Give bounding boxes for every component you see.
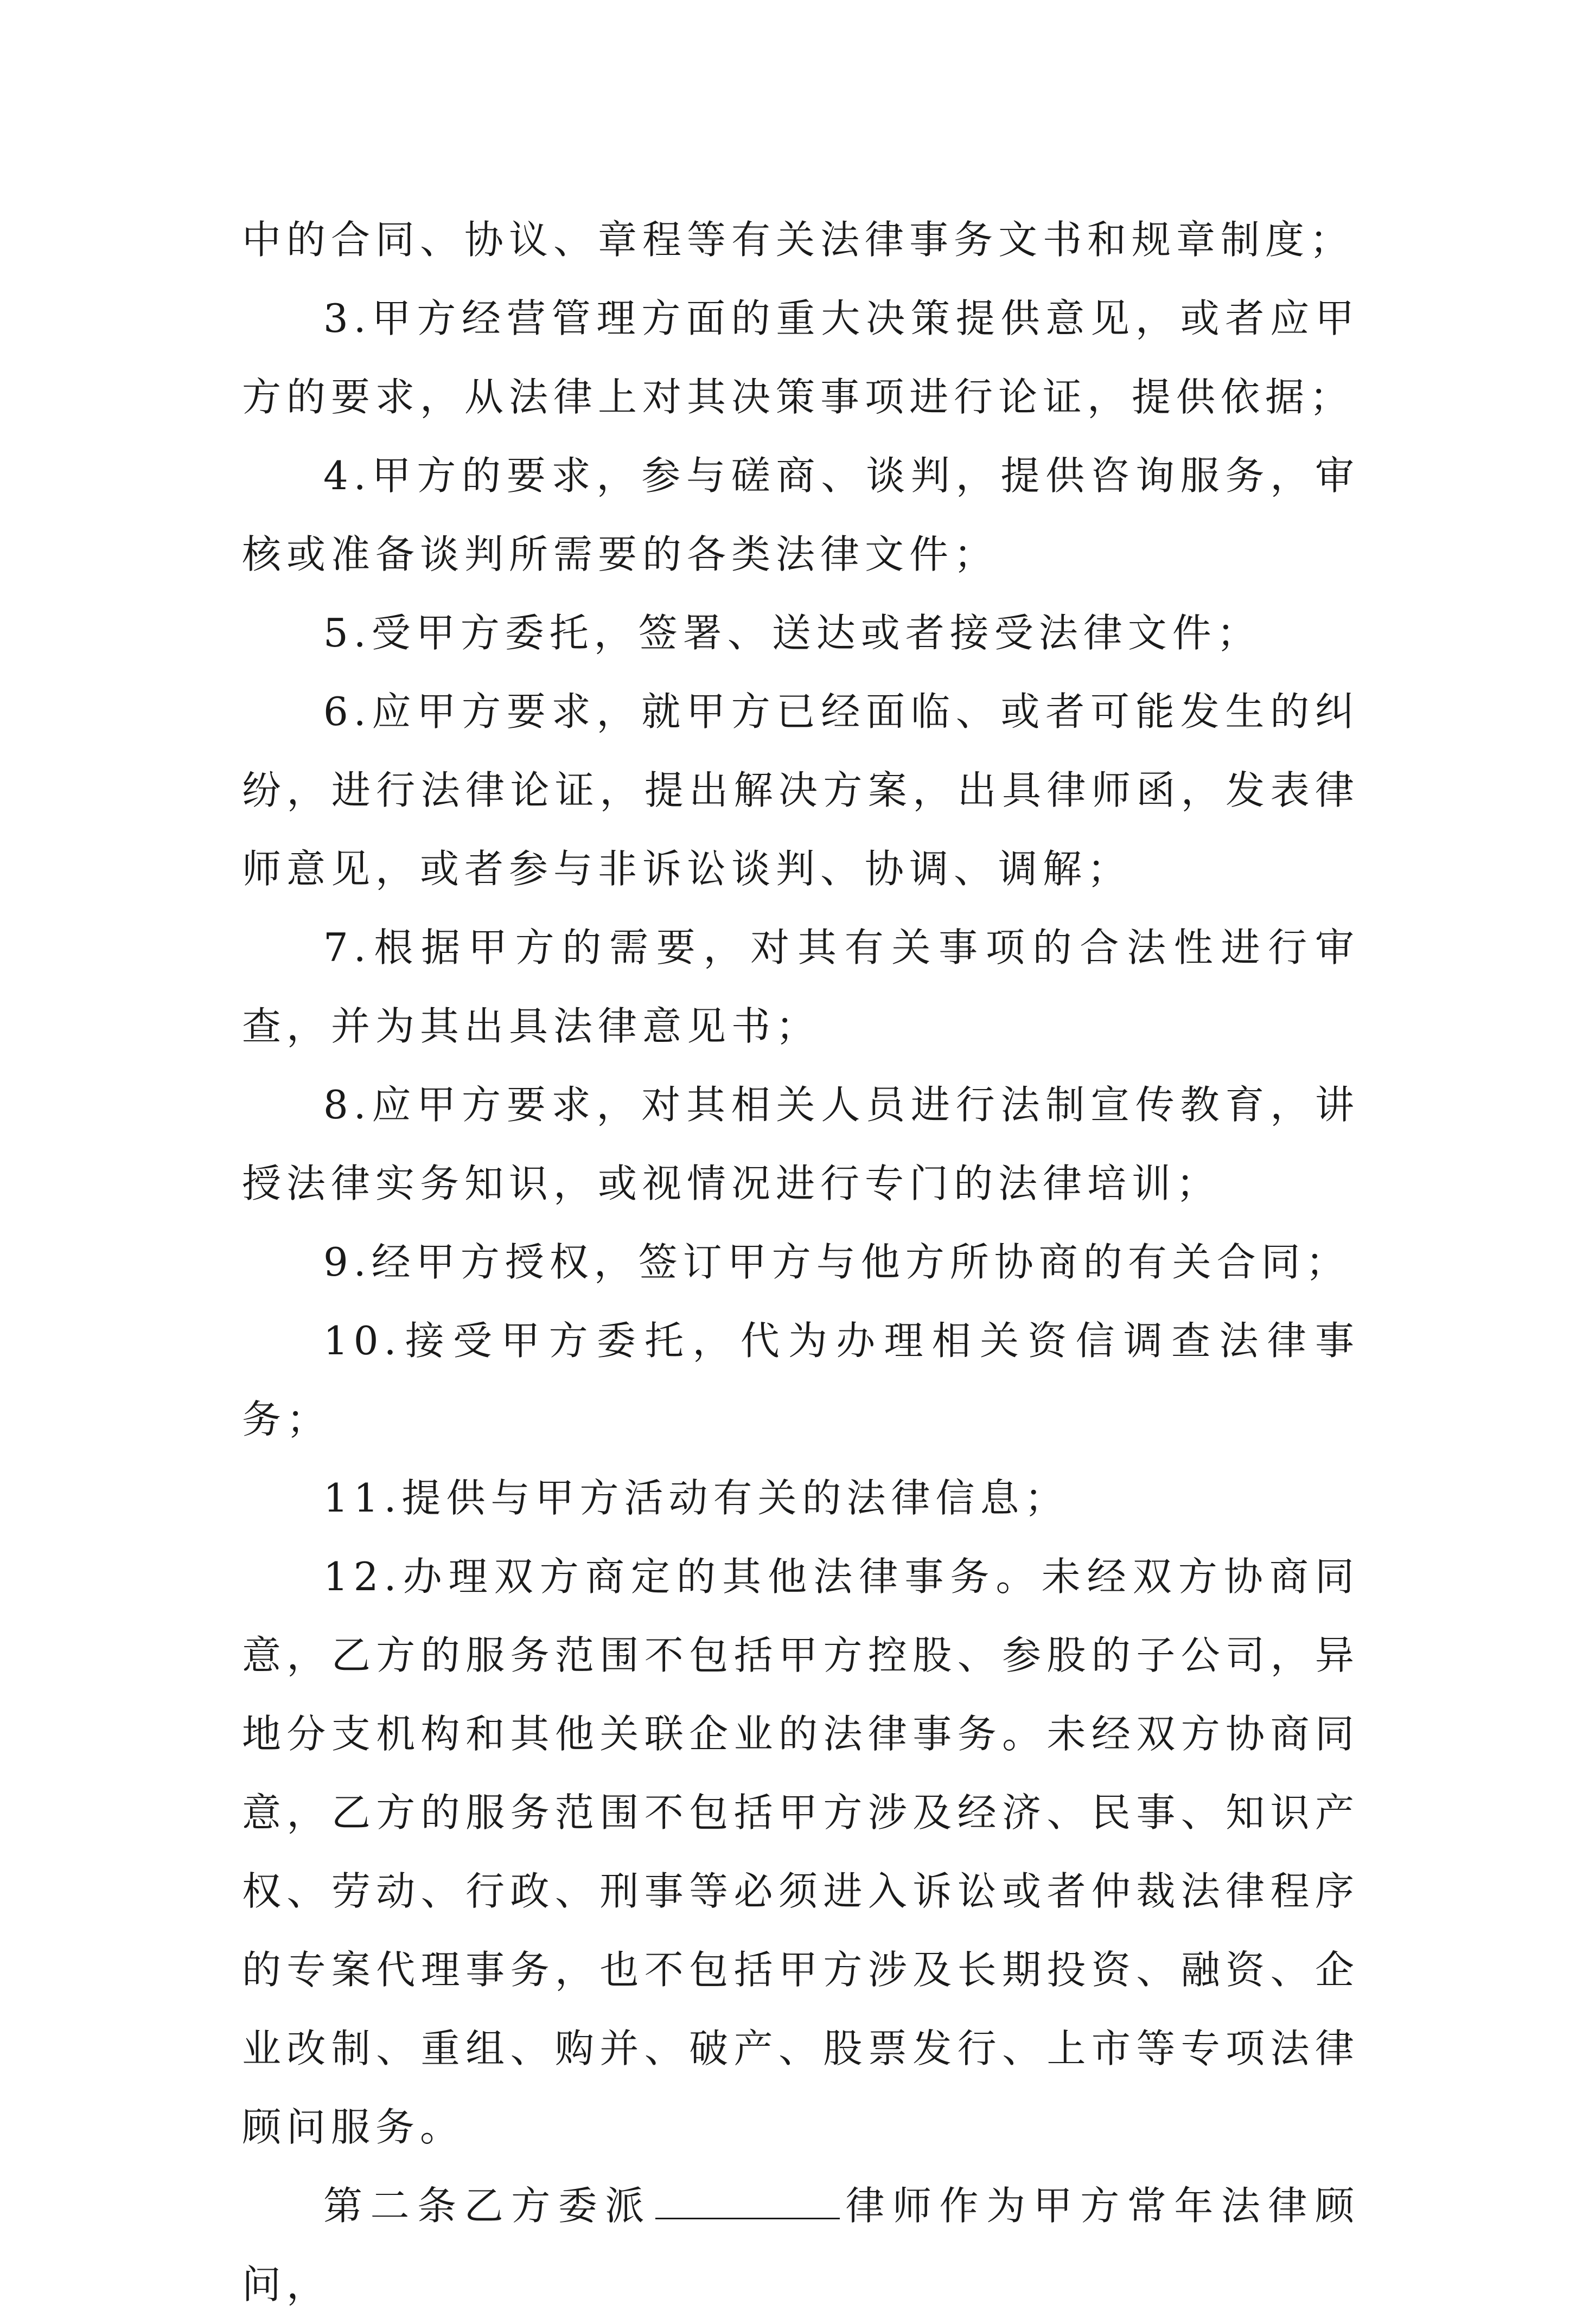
paragraph-item-5: 5.受甲方委托，签署、送达或者接受法律文件； (323, 610, 1261, 656)
document-body (242, 201, 1360, 2324)
paragraph-item-6: 6.应甲方要求，就甲方已经面临、或者可能发生的纠纷，进行法律论证，提出解决方案，出具律师函，发表律师意见，或者参与非诉讼谈判、协调、调解； (242, 689, 1360, 892)
paragraph-item-11: 11.提供与甲方活动有关的法律信息； (323, 1475, 1069, 1521)
paragraph-item-10: 10.接受甲方委托，代为办理相关资信调查法律事务； (242, 1318, 1360, 1442)
paragraph-item-12: 12.办理双方商定的其他法律事务。未经双方协商同意，乙方的服务范围不包括甲方控股、参股的子公司，异地分支机构和其他关联企业的法律事务。未经双方协商同意，乙方的服务范围不包括甲方涉及经济、民事、知识产权、劳动、行政、刑事等必须进入诉讼或者仲裁法律程序的专案代理事务，也不包括甲方涉及长期投资、融资、企业改制、重组、购并、破产、股票发行、上市等专项法律顾问服务。 (242, 1554, 1360, 2150)
paragraph-item-9: 9.经甲方授权，签订甲方与他方所协商的有关合同； (323, 1239, 1350, 1285)
paragraph-item-8: 8.应甲方要求，对其相关人员进行法制宣传教育，讲授法律实务知识，或视情况进行专门的法律培训； (242, 1082, 1360, 1206)
lawyer-name-blank (655, 2185, 840, 2219)
paragraph-item-4: 4.甲方的要求，参与磋商、谈判，提供咨询服务，审核或准备谈判所需要的各类法律文件； (242, 453, 1360, 577)
paragraph-continuation: 中的合同、协议、章程等有关法律事务文书和规章制度； (242, 217, 1355, 263)
article-2-trail-text: 律师作为甲方常年法律顾问， (242, 2183, 1360, 2307)
article-2-lead-text: 第二条乙方委派 (323, 2183, 652, 2229)
paragraph-item-7: 7.根据甲方的需要，对其有关事项的合法性进行审查，并为其出具法律意见书； (242, 925, 1360, 1049)
paragraph-article-2 (242, 2167, 1360, 2324)
paragraph-item-3: 3.甲方经营管理方面的重大决策提供意见，或者应甲方的要求，从法律上对其决策事项进行论证，提供依据； (242, 296, 1360, 420)
